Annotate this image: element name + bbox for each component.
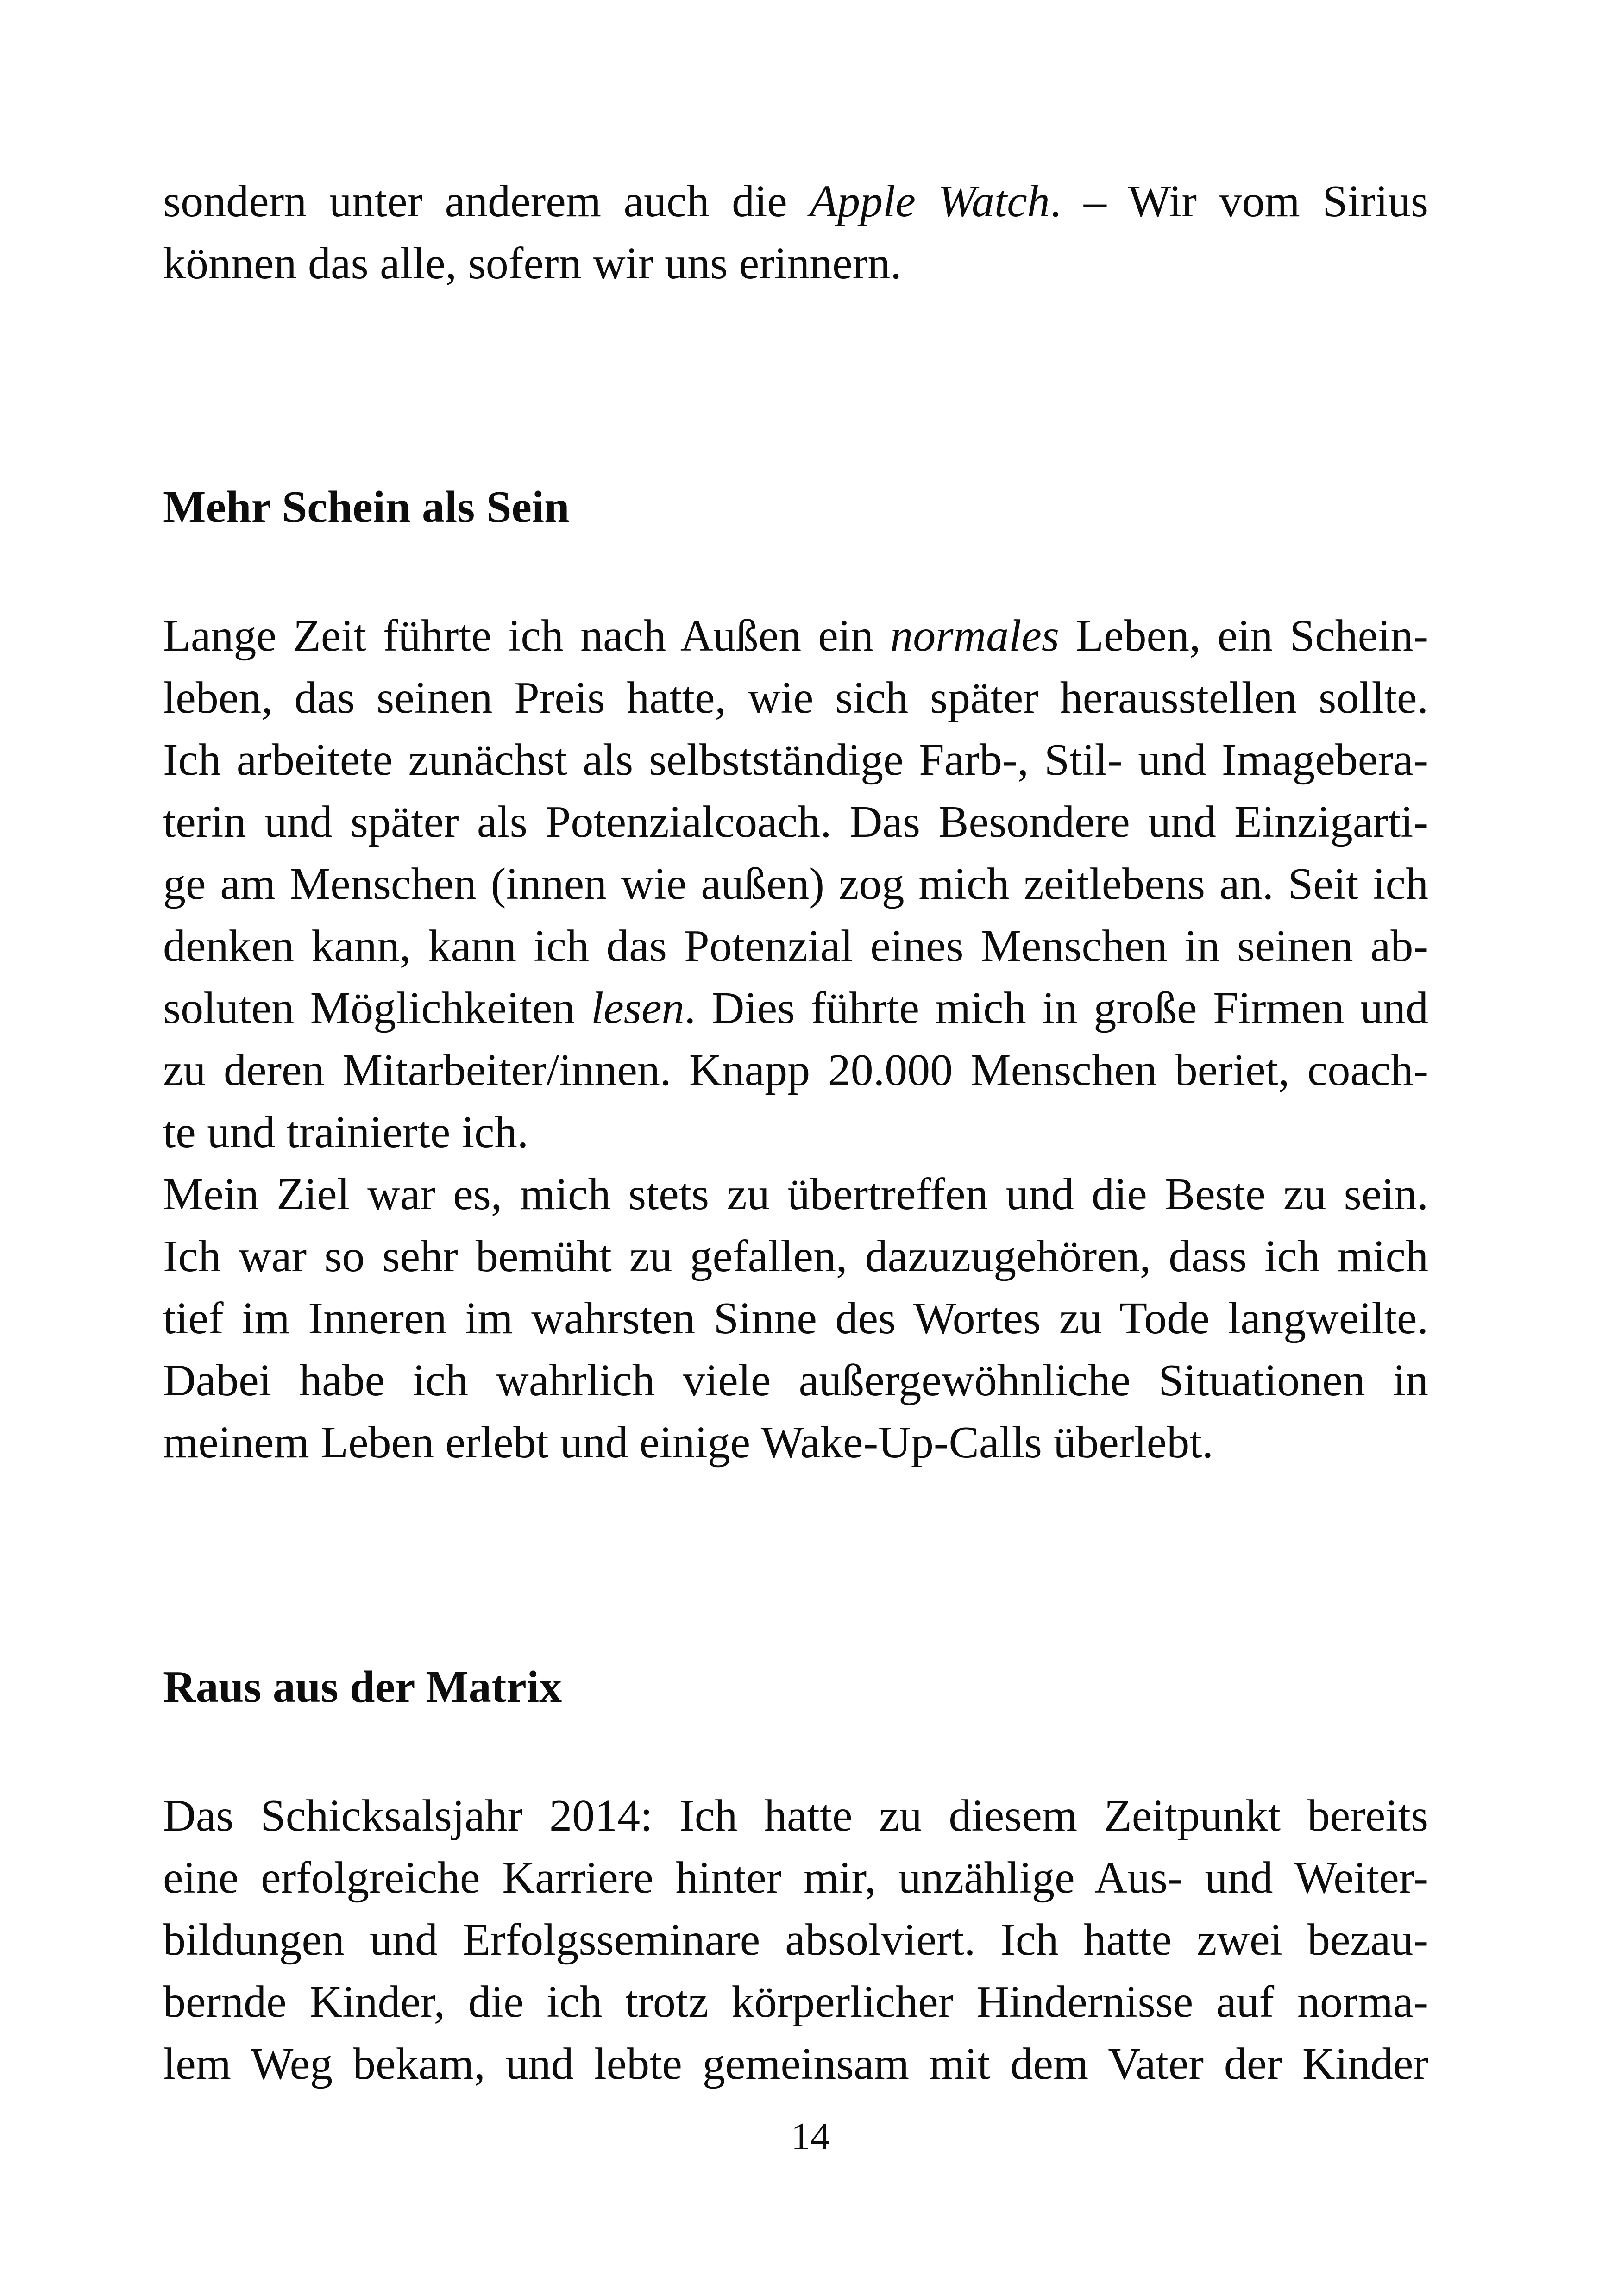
section2-line-5: lem Weg bekam, und lebte gemeinsam mit dem Vater der Kinder bbox=[163, 2039, 1428, 2089]
section1-body bbox=[163, 605, 1428, 1474]
section2-line-1: Das Schicksalsjahr 2014: Ich hatte zu diesem Zeitpunkt bereits bbox=[163, 1791, 1428, 1841]
section1-line-2: leben, das seinen Preis hatte, wie sich später herausstellen sollte. bbox=[163, 673, 1428, 723]
section-heading-mehr-schein: Mehr Schein als Sein bbox=[163, 482, 570, 532]
section2-body bbox=[163, 1785, 1428, 2095]
section1-line-8: zu deren Mitarbeiter/innen. Knapp 20.000 Menschen beriet, coach- bbox=[163, 1045, 1428, 1095]
section2-line-4: bernde Kinder, die ich trotz körperlicher Hindernisse auf norma- bbox=[163, 1977, 1428, 2027]
section1-line-9: te und trainierte ich. bbox=[163, 1107, 529, 1157]
section1-line-13: Dabei habe ich wahrlich viele außergewöhnliche Situationen in bbox=[163, 1355, 1428, 1405]
intro-paragraph bbox=[163, 170, 1428, 295]
intro-line-2: können das alle, sofern wir uns erinnern. bbox=[163, 238, 902, 289]
section2-line-3: bildungen und Erfolgsseminare absolviert. Ich hatte zwei bezau- bbox=[163, 1915, 1428, 1965]
section1-line-10: Mein Ziel war es, mich stets zu übertreffen und die Beste zu sein. bbox=[163, 1169, 1428, 1219]
section1-line-14: meinem Leben erlebt und einige Wake-Up-Calls überlebt. bbox=[163, 1418, 1214, 1468]
section1-line-6: denken kann, kann ich das Potenzial eines Menschen in seinen ab- bbox=[163, 921, 1428, 971]
section1-line-12: tief im Inneren im wahrsten Sinne des Wortes zu Tode langweilte. bbox=[163, 1293, 1428, 1343]
section2-line-2: eine erfolgreiche Karriere hinter mir, unzählige Aus- und Weiter- bbox=[163, 1853, 1428, 1903]
page-number: 14 bbox=[791, 2115, 830, 2158]
emphasis-apple-watch: Apple Watch bbox=[810, 176, 1050, 226]
intro-line-1: sondern unter anderem auch die Apple Watch. – Wir vom Sirius bbox=[163, 176, 1429, 226]
section1-line-1: Lange Zeit führte ich nach Außen ein normales Leben, ein Schein- bbox=[163, 611, 1428, 661]
section1-line-3: Ich arbeitete zunächst als selbstständige Farb-, Stil- und Imagebera- bbox=[163, 735, 1428, 785]
section-heading-raus-aus-der-matrix: Raus aus der Matrix bbox=[163, 1662, 562, 1712]
emphasis-lesen: lesen bbox=[591, 983, 685, 1033]
section1-line-7: soluten Möglichkeiten lesen. Dies führte mich in große Firmen und bbox=[163, 983, 1428, 1033]
section1-line-4: terin und später als Potenzialcoach. Das Besondere und Einzigarti- bbox=[163, 797, 1428, 847]
section1-line-5: ge am Menschen (innen wie außen) zog mich zeitlebens an. Seit ich bbox=[163, 859, 1428, 909]
section1-line-11: Ich war so sehr bemüht zu gefallen, dazuzugehören, dass ich mich bbox=[163, 1231, 1428, 1281]
emphasis-normales: normales bbox=[890, 611, 1059, 661]
